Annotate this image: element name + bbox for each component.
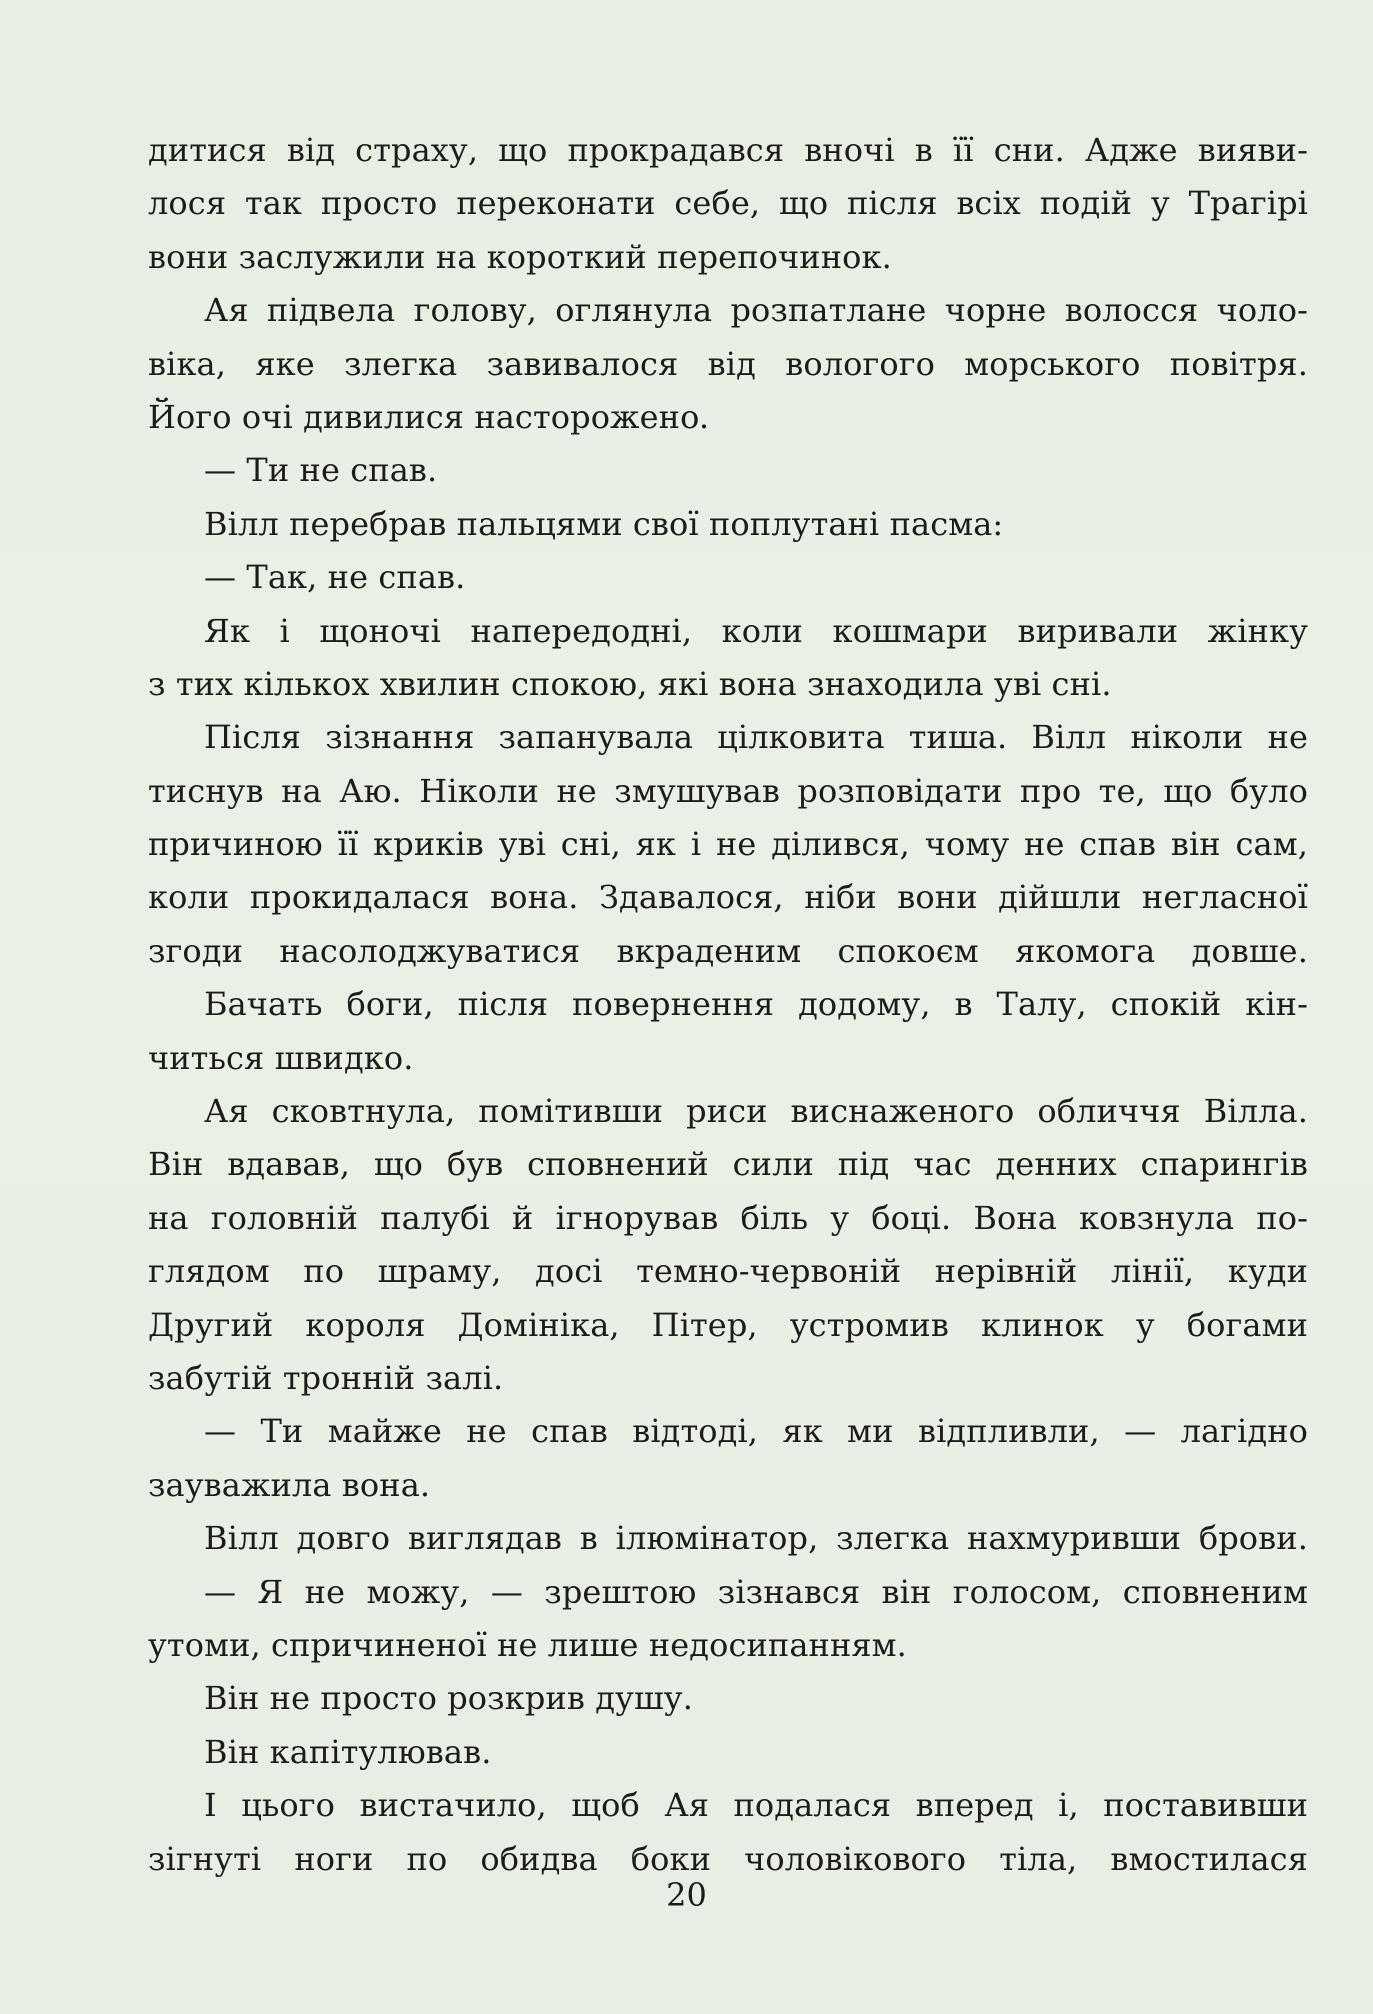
text-line: читься швидко. — [148, 1038, 414, 1077]
page-number: 20 — [666, 1876, 707, 1914]
text-line: Як і щоночі напередодні, коли кошмари виривали жінку — [204, 611, 1308, 650]
text-line: на головній палубі й ігнорував біль у боці. Вона ковзнула по- — [148, 1198, 1308, 1237]
text-line: — Так, не спав. — [204, 558, 466, 597]
text-line: тиснув на Аю. Ніколи не змушував розповідати про те, що було — [148, 771, 1308, 810]
text-line: Він не просто розкрив душу. — [204, 1679, 694, 1718]
text-line: Ая підвела голову, оглянула розпатлане чорне волосся чоло- — [204, 291, 1308, 330]
text-line: — Я не можу, — зрештою зізнався він голосом, сповненим — [204, 1572, 1308, 1611]
text-line: коли прокидалася вона. Здавалося, ніби вони дійшли негласної — [148, 878, 1308, 917]
text-line: Його очі дивилися настороженo. — [148, 397, 710, 436]
text-line: вони заслужили на короткий перепочинок. — [148, 237, 892, 276]
text-line: І цього вистачило, щоб Ая подалася вперед і, поставивши — [204, 1786, 1308, 1825]
text-line: з тих кількох хвилин спокою, які вона знаходила уві сні. — [148, 664, 1112, 703]
text-line: Бачать боги, після повернення додому, в Талу, спокій кін- — [204, 985, 1308, 1024]
text-line: глядом по шраму, досі темно-червоній нерівній лінії, куди — [148, 1252, 1308, 1291]
text-line: Він капітулював. — [204, 1732, 492, 1771]
text-line: Вілл перебрав пальцями свої поплутані пасма: — [204, 504, 1004, 543]
text-line: Він вдавав, що був сповнений сили під час денних спарингів — [148, 1145, 1308, 1184]
text-line: причиною її криків уві сні, як і не ділився, чому не спав він сам, — [148, 825, 1308, 864]
text-line: Ая сковтнула, помітивши риси виснаженого обличчя Вілла. — [204, 1092, 1308, 1131]
text-line: Після зізнання запанувала цілковита тиша. Вілл ніколи не — [204, 718, 1308, 757]
text-line: забутій тронній залі. — [148, 1358, 504, 1397]
body-text — [148, 124, 1308, 1886]
text-line: — Ти майже не спав відтоді, як ми відпливли, — лагідно — [204, 1412, 1308, 1451]
text-line: зауважила вона. — [148, 1465, 431, 1504]
text-line: — Ти не спав. — [204, 451, 438, 490]
text-line: утоми, спричиненої не лише недосипанням. — [148, 1625, 907, 1664]
text-line: зігнуті ноги по обидва боки чоловікового тіла, вмостилася — [148, 1839, 1308, 1878]
text-line: дитися від страху, що прокрадався вночі в її сни. Адже вияви- — [148, 131, 1308, 169]
text-line: Вілл довго виглядав в ілюмінатор, злегка нахмуривши брови. — [204, 1519, 1308, 1558]
text-line: лося так просто переконати себе, що після всіх подій у Трагірі — [148, 184, 1308, 223]
text-line: Другий короля Домініка, Пітер, устромив клинок у богами — [148, 1305, 1308, 1344]
text-line: віка, яке злегка завивалося від вологого морського повітря. — [148, 344, 1308, 383]
text-line: згоди насолоджуватися вкраденим спокоєм якомога довше. — [148, 931, 1308, 970]
